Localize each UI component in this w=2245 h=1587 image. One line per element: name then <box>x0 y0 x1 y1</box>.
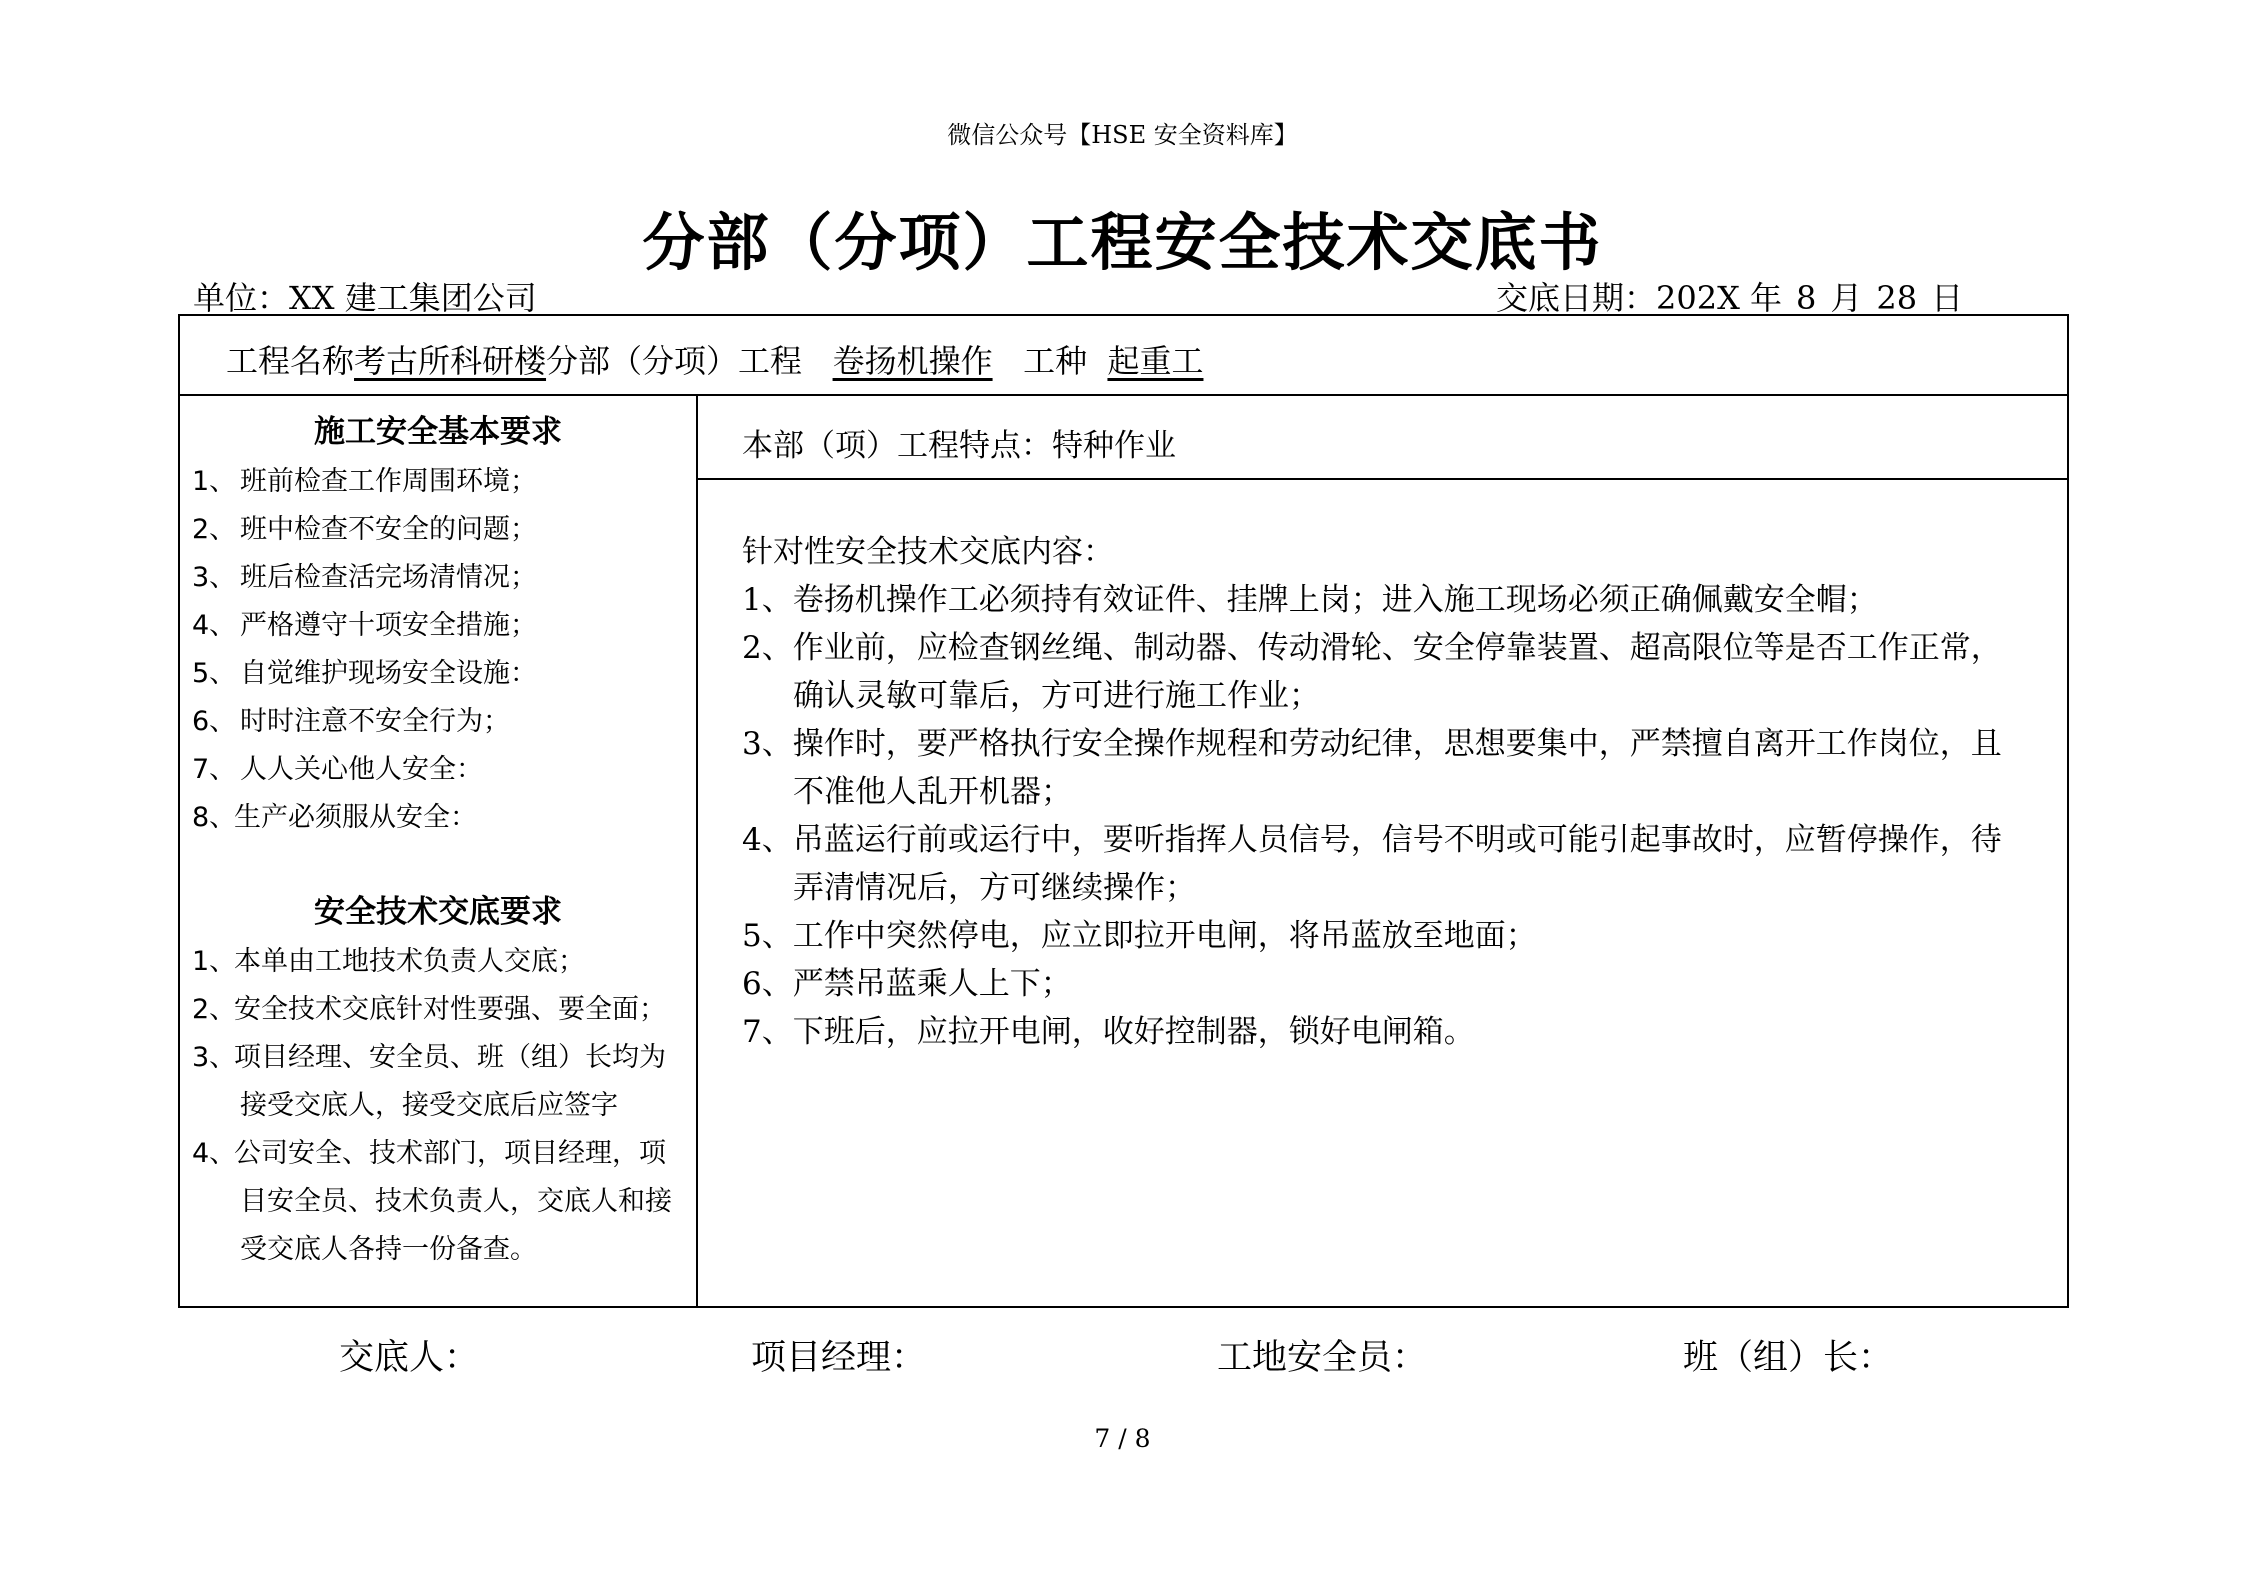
content-item: 7、下班后，应拉开电闸，收好控制器，锁好电闸箱。 <box>742 1014 1475 1050</box>
date-day: 28 <box>1876 279 1918 317</box>
list-item-continuation: 接受交底人，接受交底后应签字 <box>240 1090 618 1121</box>
row-divider <box>178 394 2069 396</box>
feature-divider <box>696 478 2069 480</box>
content-item: 2、作业前，应检查钢丝绳、制动器、传动滑轮、安全停靠装置、超高限位等是否工作正常， <box>742 630 2002 666</box>
content-item: 6、严禁吊蓝乘人上下； <box>742 966 1072 1002</box>
signature-team-leader: 班（组）长： <box>1683 1338 1894 1378</box>
trade-value: 起重工 <box>1107 342 1204 380</box>
date-day-unit: 日 <box>1931 279 1964 317</box>
signature-presenter: 交底人： <box>339 1338 480 1378</box>
content-item: 3、操作时，要严格执行安全操作规程和劳动纪律，思想要集中，严禁擅自离开工作岗位，且 <box>742 726 2002 762</box>
list-item-continuation: 受交底人各持一份备查。 <box>240 1234 537 1265</box>
list-item: 1、 班前检查工作周围环境； <box>192 466 537 497</box>
list-item: 2、安全技术交底针对性要强、要全面； <box>192 994 666 1025</box>
list-item: 8、生产必须服从安全： <box>192 802 477 833</box>
unit-line: 单位：XX 建工集团公司 <box>193 279 537 317</box>
signature-project-manager: 项目经理： <box>751 1338 927 1378</box>
list-item-continuation: 目安全员、技术负责人，交底人和接 <box>240 1186 672 1217</box>
list-item: 3、 班后检查活完场清情况； <box>192 562 537 593</box>
content-item: 1、卷扬机操作工必须持有效证件、挂牌上岗；进入施工现场必须正确佩戴安全帽； <box>742 582 1878 618</box>
content-item-continuation: 不准他人乱开机器； <box>793 774 1072 810</box>
document-title: 分部（分项）工程安全技术交底书 <box>642 206 1603 279</box>
list-item: 4、 严格遵守十项安全措施； <box>192 610 537 641</box>
project-row <box>226 336 1203 382</box>
date-line <box>1496 273 1963 319</box>
list-item: 1、本单由工地技术负责人交底； <box>192 946 585 977</box>
content-item: 4、吊蓝运行前或运行中，要听指挥人员信号，信号不明或可能引起事故时，应暂停操作，待 <box>742 822 2002 858</box>
project-operation: 卷扬机操作 <box>832 342 993 380</box>
list-item: 3、项目经理、安全员、班（组）长均为 <box>192 1042 666 1073</box>
list-item: 5、 自觉维护现场安全设施： <box>192 658 537 689</box>
date-label: 交底日期：202X 年 <box>1496 279 1783 317</box>
header-note: 微信公众号【HSE 安全资料库】 <box>947 121 1298 149</box>
page-number: 7 / 8 <box>1094 1424 1151 1453</box>
disclosure-requirements-heading: 安全技术交底要求 <box>314 894 562 930</box>
project-suffix: 分部（分项）工程 <box>546 342 803 380</box>
project-label: 工程名称 <box>226 342 355 380</box>
list-item: 6、 时时注意不安全行为； <box>192 706 510 737</box>
date-month-unit: 月 <box>1830 279 1863 317</box>
list-item: 2、 班中检查不安全的问题； <box>192 514 537 545</box>
date-month: 8 <box>1796 279 1817 317</box>
column-divider <box>696 394 698 1308</box>
project-feature: 本部（项）工程特点：特种作业 <box>742 428 1176 464</box>
content-item-continuation: 弄清情况后，方可继续操作； <box>793 870 1196 906</box>
content-heading: 针对性安全技术交底内容： <box>742 534 1114 570</box>
signature-safety-officer: 工地安全员： <box>1217 1338 1428 1378</box>
list-item: 4、公司安全、技术部门，项目经理，项 <box>192 1138 666 1169</box>
basic-requirements-heading: 施工安全基本要求 <box>314 414 562 450</box>
list-item: 7、 人人关心他人安全： <box>192 754 483 785</box>
project-name: 考古所科研楼 <box>354 342 547 380</box>
content-item: 5、工作中突然停电，应立即拉开电闸，将吊蓝放至地面； <box>742 918 1537 954</box>
content-item-continuation: 确认灵敏可靠后，方可进行施工作业； <box>793 678 1320 714</box>
trade-label: 工种 <box>1023 342 1088 380</box>
